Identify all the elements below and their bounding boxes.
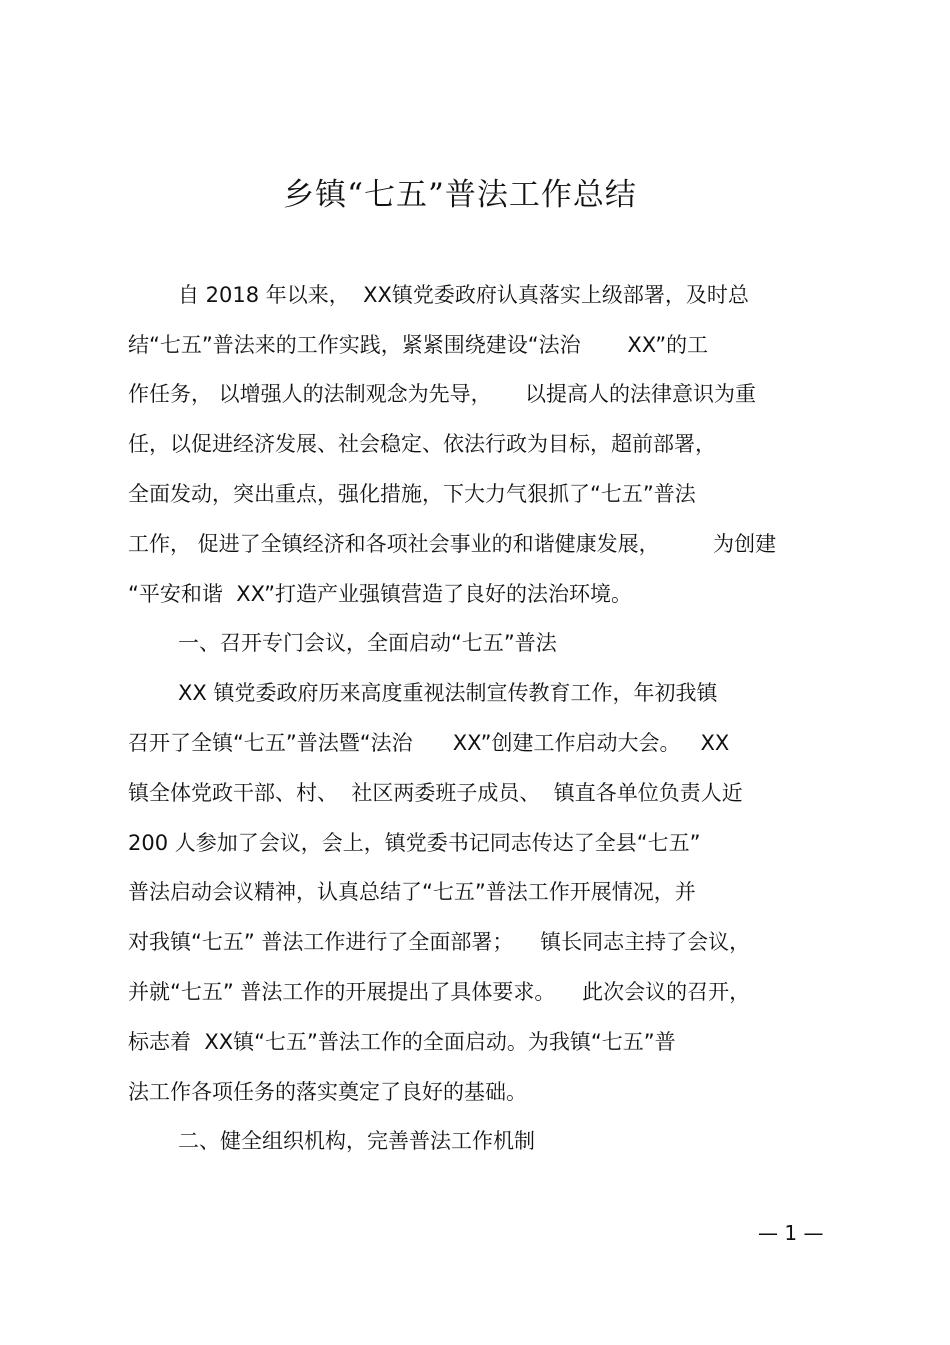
section-heading-2: 二、健全组织机构，完善普法工作机制 (178, 1129, 535, 1153)
body-line-5: 全面发动，突出重点，强化措施，下大力气狠抓了“七五”普法 (128, 482, 696, 506)
body-line-2: 结“七五”普法来的工作实践，紧紧围绕建设“法治 XX”的工 (128, 333, 709, 357)
body-line-13: 对我镇“七五” 普法工作进行了全面部署； 镇长同志主持了会议， (128, 930, 751, 954)
body-line-6: 工作， 促进了全镇经济和各项社会事业的和谐健康发展， 为创建 (128, 532, 777, 556)
body-line-14: 并就“七五” 普法工作的开展提出了具体要求。 此次会议的召开， (128, 980, 751, 1004)
body-line-9: 召开了全镇“七五”普法暨“法治 XX”创建工作启动大会。 XX (128, 731, 730, 755)
body-line-15: 标志着 XX镇“七五”普法工作的全面启动。为我镇“七五”普 (128, 1030, 676, 1054)
body-line-11: 200 人参加了会议，会上，镇党委书记同志传达了全县“七五” (128, 831, 701, 855)
page-number: — 1 — (758, 1221, 824, 1245)
body-line-16: 法工作各项任务的落实奠定了良好的基础。 (128, 1080, 527, 1104)
body-line-4: 任，以促进经济发展、社会稳定、依法行政为目标，超前部署， (128, 432, 716, 456)
body-line-7: “平安和谐 XX”打造产业强镇营造了良好的法治环境。 (128, 582, 633, 606)
body-line-1: 自 2018 年以来， XX镇党委政府认真落实上级部署，及时总 (178, 283, 749, 307)
body-line-12: 普法启动会议精神，认真总结了“七五”普法工作开展情况，并 (128, 880, 696, 904)
section-heading-1: 一、召开专门会议，全面启动“七五”普法 (178, 631, 557, 655)
body-line-10: 镇全体党政干部、村、 社区两委班子成员、 镇直各单位负责人近 (128, 781, 743, 805)
body-line-3: 作任务， 以增强人的法制观念为先导， 以提高人的法律意识为重 (128, 382, 757, 406)
body-line-8: XX 镇党委政府历来高度重视法制宣传教育工作，年初我镇 (178, 681, 718, 705)
document-title: 乡镇“七五”普法工作总结 (283, 177, 637, 213)
